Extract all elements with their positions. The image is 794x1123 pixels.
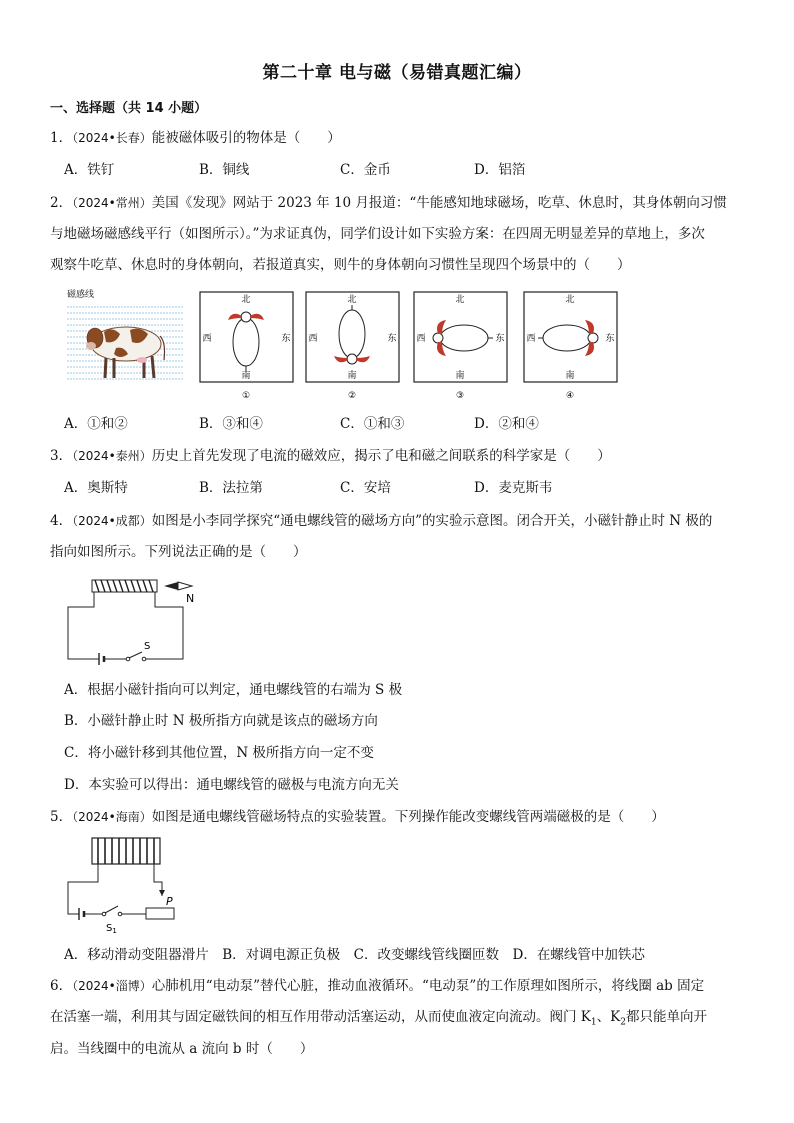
south-label: 南 xyxy=(241,371,251,381)
question-6-stem-line1 xyxy=(50,977,704,995)
option-a[interactable]: A．奥斯特 xyxy=(64,480,128,496)
west-label: 西 xyxy=(416,334,426,344)
option-d[interactable]: D．铝箔 xyxy=(474,162,526,178)
switch-icon xyxy=(126,641,150,661)
scene-label: ② xyxy=(347,391,357,401)
north-label: 北 xyxy=(455,295,465,305)
option-b[interactable]: B．法拉第 xyxy=(199,480,263,496)
option-c[interactable]: C．安培 xyxy=(340,480,391,496)
line-text: 在活塞一端，利用其与固定磁铁间的相互作用带动活塞运动，从而使血液定向流动。阀门 K xyxy=(50,1009,591,1025)
south-label: 南 xyxy=(347,371,357,381)
question-2-figure xyxy=(64,286,615,406)
question-5-stem xyxy=(50,808,665,826)
option-d[interactable]: D．麦克斯韦 xyxy=(474,480,553,496)
cow-body-top-view xyxy=(233,318,259,366)
cow-body-top-view xyxy=(440,325,488,351)
east-label: 东 xyxy=(605,334,615,344)
question-source: （2024•海南） xyxy=(72,810,152,824)
question-4-option-d[interactable]: D．本实验可以得出：通电螺线管的磁极与电流方向无关 xyxy=(64,777,399,793)
question-2-stem-line2: 与地磁场磁感线平行（如图所示）。”为求证真伪，同学们设计如下实验方案：在四周无明显差异的草地上，多次 xyxy=(50,226,705,242)
scene-2 xyxy=(306,292,399,401)
line-text: 都只能单向开 xyxy=(625,1009,707,1025)
west-label: 西 xyxy=(308,334,318,344)
subscript: 2 xyxy=(620,1017,626,1028)
solenoid xyxy=(92,838,160,864)
option-c[interactable]: C．金币 xyxy=(340,162,391,178)
cow-body-top-view xyxy=(339,310,365,358)
subscript: 1 xyxy=(590,1017,597,1028)
question-text: 如图是通电螺线管磁场特点的实验装置。下列操作能改变螺线管两端磁极的是（ ） xyxy=(151,809,665,825)
field-lines-label: 磁感线 xyxy=(67,290,95,300)
scene-4 xyxy=(524,292,617,401)
option-d[interactable]: D．②和④ xyxy=(474,416,539,432)
option-b[interactable]: B．铜线 xyxy=(199,162,250,178)
question-number: 4． xyxy=(50,513,73,529)
section-heading: 一、选择题（共 14 小题） xyxy=(50,101,208,116)
question-text: 心肺机用“电动泵”替代心脏，推动血液循环。“电动泵”的工作原理如图所示，将线圈 ab 固定 xyxy=(151,978,705,994)
question-2-stem-line3: 观察牛吃草、休息时的身体朝向，若报道真实，则牛的身体朝向习惯性呈现四个场景中的（ ） xyxy=(50,257,631,273)
scene-label: ④ xyxy=(565,391,575,401)
question-text: 如图是小李同学探究“通电螺线管的磁场方向”的实验示意图。闭合开关，小磁针静止时 N 极的 xyxy=(151,513,713,529)
question-number: 5． xyxy=(50,809,73,825)
north-label: 北 xyxy=(565,295,575,305)
switch-label: $S_1$ xyxy=(106,923,117,935)
question-6-stem-line3: 启。当线圈中的电流从 a 流向 b 时（ ） xyxy=(50,1041,314,1057)
slider-label: P xyxy=(166,895,173,908)
west-label: 西 xyxy=(202,334,212,344)
question-text: 历史上首先发现了电流的磁效应，揭示了电和磁之间联系的科学家是（ ） xyxy=(151,448,611,464)
question-4-circuit-figure xyxy=(64,572,214,667)
north-label: 北 xyxy=(347,295,357,305)
option-a[interactable]: A．铁钉 xyxy=(64,162,115,178)
question-source: （2024•长春） xyxy=(72,131,152,145)
page-title: 第二十章 电与磁（易错真题汇编） xyxy=(262,63,532,83)
south-label: 南 xyxy=(455,371,465,381)
east-label: 东 xyxy=(495,334,505,344)
west-label: 西 xyxy=(526,334,536,344)
question-source: （2024•泰州） xyxy=(72,449,152,463)
question-5-options xyxy=(64,946,645,964)
scene-1 xyxy=(200,292,293,401)
question-1-stem xyxy=(50,129,341,147)
question-4-stem-line2: 指向如图所示。下列说法正确的是（ ） xyxy=(50,544,307,560)
question-source: （2024•淄博） xyxy=(72,979,152,993)
question-4-option-a[interactable]: A．根据小磁针指向可以判定，通电螺线管的右端为 S 极 xyxy=(64,682,403,698)
battery-icon xyxy=(99,653,126,665)
line-text: 、K xyxy=(596,1009,621,1025)
switch-icon xyxy=(102,906,122,935)
question-3-stem xyxy=(50,447,611,465)
compass-needle xyxy=(164,582,194,605)
scene-3 xyxy=(414,292,507,401)
question-2-stem-line1 xyxy=(50,194,727,212)
scene-label: ③ xyxy=(455,391,465,401)
question-number: 2． xyxy=(50,195,73,211)
question-number: 3． xyxy=(50,448,73,464)
cow-figure xyxy=(66,288,184,384)
question-4-option-c[interactable]: C．将小磁针移到其他位置，N 极所指方向一定不变 xyxy=(64,745,374,761)
question-source: （2024•成都） xyxy=(72,514,152,528)
battery-icon xyxy=(79,908,102,920)
option-c[interactable]: C．①和③ xyxy=(340,416,405,432)
east-label: 东 xyxy=(387,334,397,344)
option-c[interactable]: C．改变螺线管线圈匝数 xyxy=(353,947,500,963)
question-4-stem-line1 xyxy=(50,512,712,530)
question-source: （2024•常州） xyxy=(72,196,152,210)
east-label: 东 xyxy=(281,334,291,344)
question-4-option-b[interactable]: B．小磁针静止时 N 极所指方向就是该点的磁场方向 xyxy=(64,713,378,729)
question-5-circuit-figure xyxy=(64,832,194,936)
question-text: 能被磁体吸引的物体是（ ） xyxy=(151,130,341,146)
solenoid xyxy=(92,580,157,592)
cow-body-top-view xyxy=(543,325,591,351)
option-a[interactable]: A．移动滑动变阻器滑片 xyxy=(64,947,209,963)
scene-label: ① xyxy=(241,391,251,401)
needle-n-label: N xyxy=(186,592,195,605)
option-b[interactable]: B．对调电源正负极 xyxy=(222,947,341,963)
option-b[interactable]: B．③和④ xyxy=(199,416,263,432)
north-label: 北 xyxy=(241,295,251,305)
question-number: 1． xyxy=(50,130,73,146)
option-a[interactable]: A．①和② xyxy=(64,416,128,432)
south-label: 南 xyxy=(565,371,575,381)
switch-label: S xyxy=(144,641,151,652)
question-number: 6． xyxy=(50,978,73,994)
question-text: 美国《发现》网站于 2023 年 10 月报道：“牛能感知地球磁场，吃草、休息时，其身体朝向习惯 xyxy=(151,195,727,211)
question-6-stem-line2 xyxy=(50,1008,707,1032)
rheostat-icon xyxy=(146,895,174,919)
option-d[interactable]: D．在螺线管中加铁芯 xyxy=(512,947,645,963)
